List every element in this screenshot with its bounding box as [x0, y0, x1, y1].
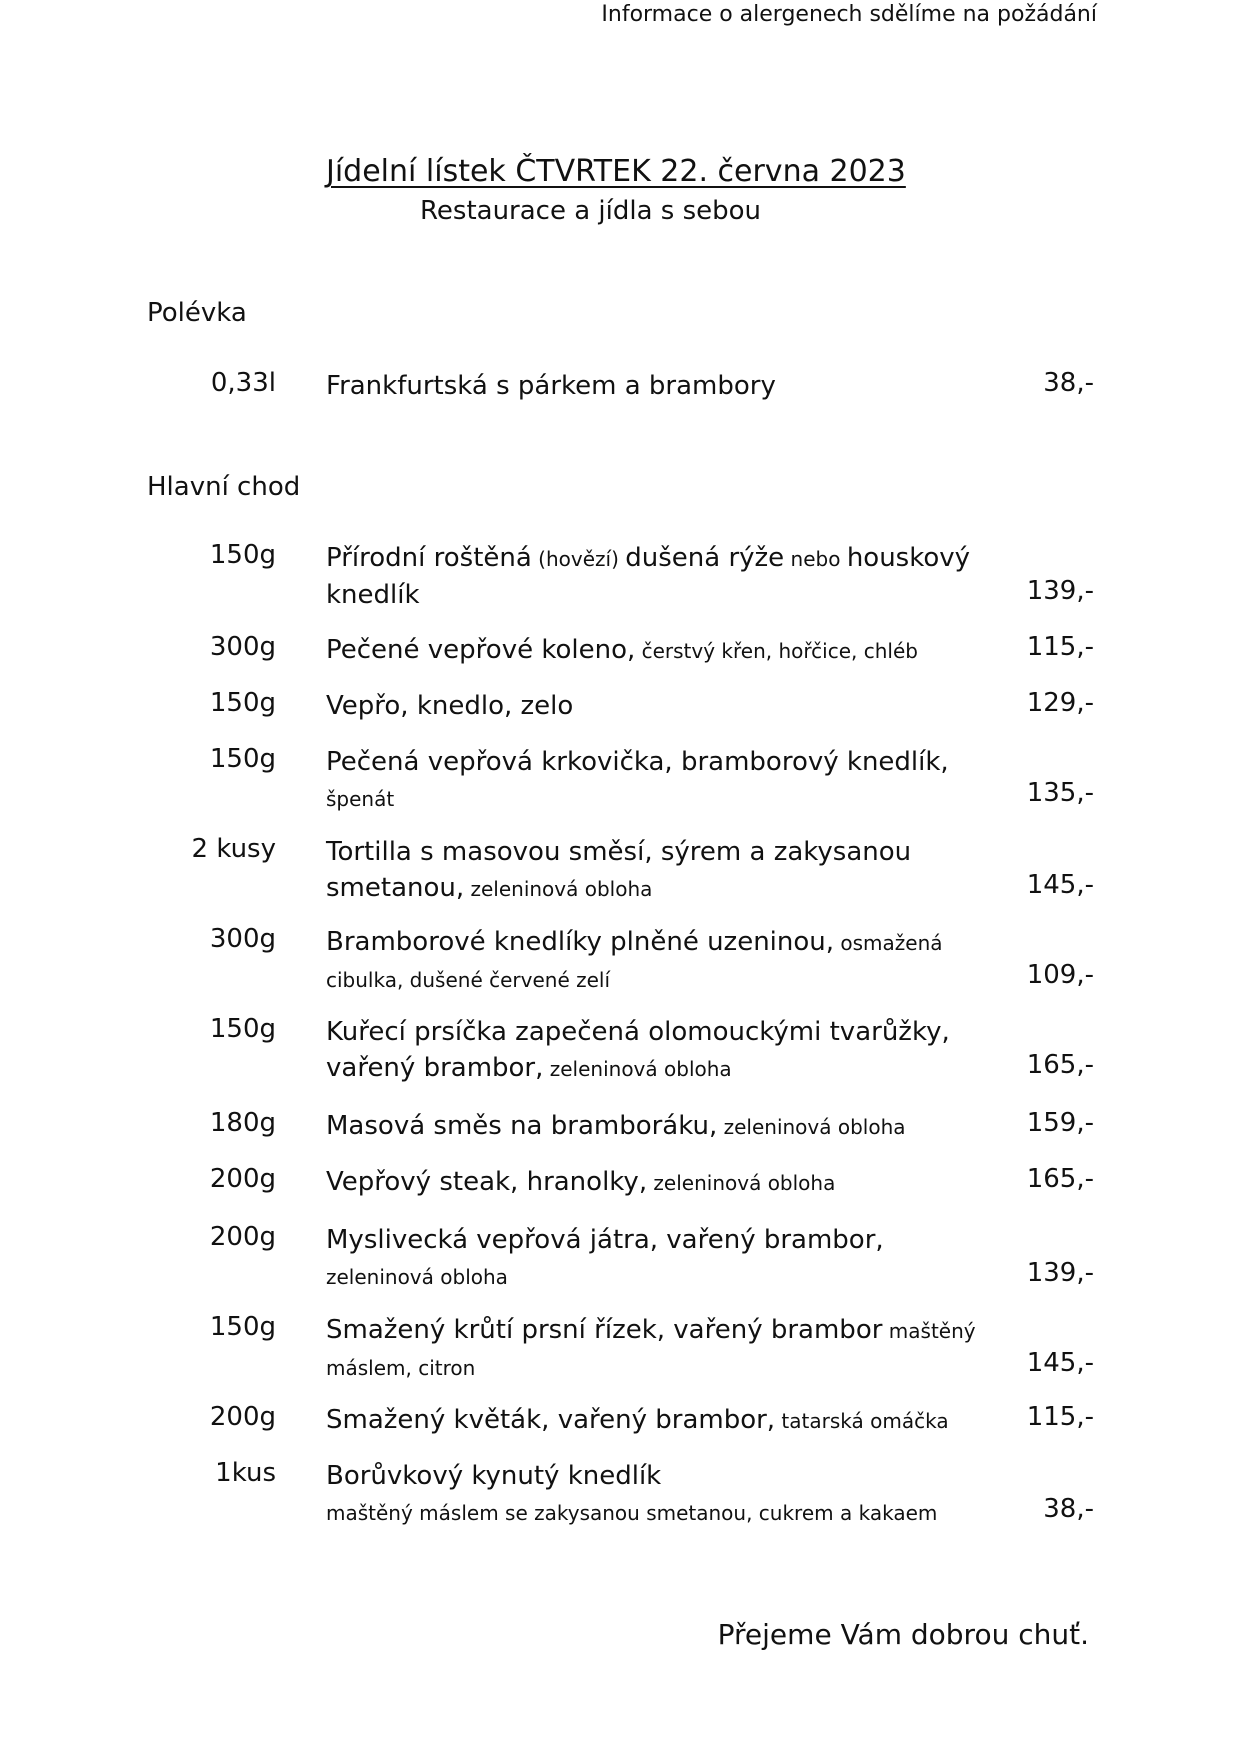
item-name: Masová směs na bramboráku,	[326, 1111, 718, 1141]
item-desc	[326, 368, 1006, 404]
item-desc	[326, 1108, 1006, 1145]
item-price: 165,-	[1026, 1164, 1094, 1194]
item-desc	[326, 924, 966, 998]
item-desc	[326, 1458, 1006, 1531]
closing-greeting: Přejeme Vám dobrou chuť.	[717, 1618, 1089, 1651]
menu-subtitle: Restaurace a jídla s sebou	[420, 196, 762, 226]
item-price: 139,-	[1026, 1258, 1094, 1288]
item-note: zeleninová obloha	[326, 1265, 508, 1289]
item-note: zeleninová obloha	[464, 877, 653, 901]
item-price: 135,-	[1026, 778, 1094, 808]
item-qty: 0,33l	[210, 368, 276, 398]
item-desc	[326, 540, 1006, 613]
menu-title: Jídelní lístek ČTVRTEK 22. června 2023	[326, 154, 906, 189]
item-note: nebo	[784, 547, 847, 571]
item-price: 139,-	[1026, 576, 1094, 606]
item-qty: 300g	[209, 632, 276, 662]
item-name: Vepřový steak, hranolky,	[326, 1167, 648, 1197]
item-note: maštěný máslem se zakysanou smetanou, cukrem a kakaem	[326, 1501, 938, 1525]
item-desc	[326, 1402, 1006, 1439]
item-name: Kuřecí prsíčka zapečená olomouckými tvarůžky, vařený brambor,	[326, 1017, 950, 1083]
item-note: maštěný máslem, citron	[326, 1319, 976, 1380]
item-note: zeleninová obloha	[543, 1057, 732, 1081]
item-price: 115,-	[1026, 1402, 1094, 1432]
item-note: čerstvý křen, hořčice, chléb	[635, 639, 918, 663]
item-name-part: dušená rýže	[625, 543, 785, 573]
item-desc	[326, 834, 926, 907]
item-qty: 150g	[209, 540, 276, 570]
item-name: Frankfurtská s párkem a brambory	[326, 371, 776, 401]
main-heading: Hlavní chod	[147, 472, 301, 502]
item-price: 165,-	[1026, 1050, 1094, 1080]
item-note: tatarská omáčka	[775, 1409, 949, 1433]
item-qty: 300g	[209, 924, 276, 954]
item-desc	[326, 1222, 1006, 1295]
item-qty: 150g	[209, 688, 276, 718]
item-note: osmažená cibulka, dušené červené zelí	[326, 931, 943, 992]
item-price: 38,-	[1043, 1494, 1094, 1524]
item-qty: 1kus	[215, 1458, 276, 1488]
item-price: 129,-	[1026, 688, 1094, 718]
item-name: Tortilla s masovou směsí, sýrem a zakysanou smetanou,	[326, 837, 912, 903]
allergen-note: Informace o alergenech sdělíme na požádání	[601, 2, 1097, 27]
item-desc	[326, 1014, 986, 1087]
item-note: zeleninová obloha	[717, 1115, 906, 1139]
item-name: Myslivecká vepřová játra, vařený brambor,	[326, 1225, 884, 1255]
item-price: 38,-	[1043, 368, 1094, 398]
item-name: Bramborové knedlíky plněné uzeninou,	[326, 927, 835, 957]
item-qty: 200g	[209, 1222, 276, 1252]
item-qty: 200g	[209, 1164, 276, 1194]
item-qty: 200g	[209, 1402, 276, 1432]
item-qty: 150g	[209, 744, 276, 774]
item-name: Smažený krůtí prsní řízek, vařený brambor	[326, 1315, 883, 1345]
item-name: Vepřo, knedlo, zelo	[326, 691, 574, 721]
item-name: Borůvkový kynutý knedlík	[326, 1461, 662, 1491]
item-name: Přírodní roštěná	[326, 543, 532, 573]
item-desc	[326, 1164, 1006, 1201]
item-price: 145,-	[1026, 870, 1094, 900]
item-qty: 180g	[209, 1108, 276, 1138]
item-price: 145,-	[1026, 1348, 1094, 1378]
item-note: (hovězí)	[531, 547, 626, 571]
item-name-part: houskový knedlík	[326, 543, 971, 610]
item-name: Pečená vepřová krkovička, bramborový knedlík,	[326, 747, 949, 777]
item-note: zeleninová obloha	[647, 1171, 836, 1195]
item-note: špenát	[326, 787, 395, 811]
item-name: Pečené vepřové koleno,	[326, 635, 636, 665]
item-price: 109,-	[1026, 960, 1094, 990]
item-desc	[326, 632, 1006, 669]
item-price: 115,-	[1026, 632, 1094, 662]
item-qty: 150g	[209, 1014, 276, 1044]
item-desc	[326, 1312, 986, 1386]
item-name: Smažený květák, vařený brambor,	[326, 1405, 776, 1435]
item-desc	[326, 744, 1006, 817]
soup-heading: Polévka	[147, 298, 247, 328]
item-price: 159,-	[1026, 1108, 1094, 1138]
item-desc	[326, 688, 1006, 724]
item-qty: 2 kusy	[191, 834, 276, 864]
item-qty: 150g	[209, 1312, 276, 1342]
